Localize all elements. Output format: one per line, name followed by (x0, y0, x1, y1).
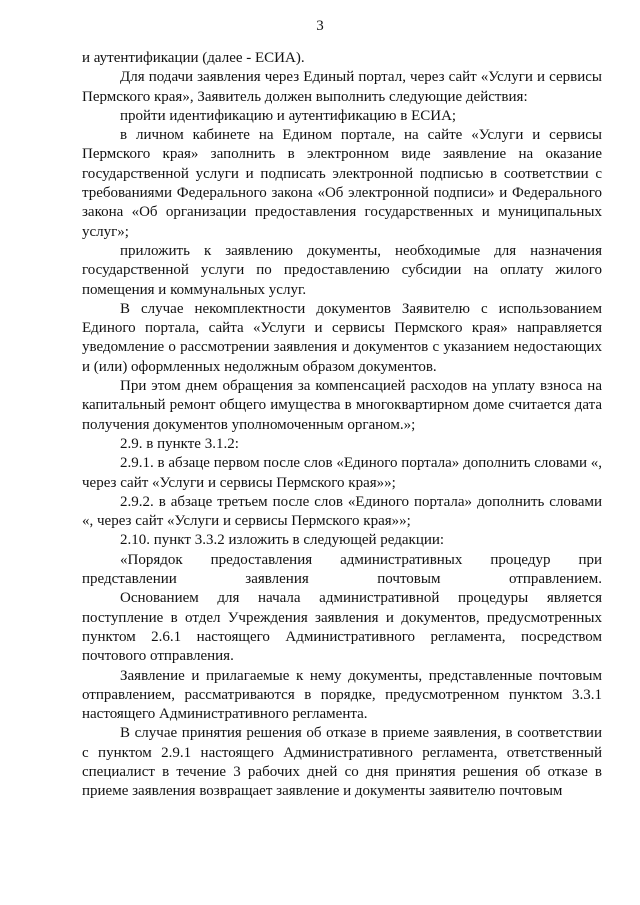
paragraph-application-date: При этом днем обращения за компенсацией расходов на уплату взноса на капитальный ремонт общего имущества в многоквартирном доме считается дата получения документов уполномоченным органом.»; (82, 378, 602, 433)
paragraph-esia-definition: и аутентификации (далее - ЕСИА). (82, 50, 305, 66)
paragraph-identification-step: пройти идентификацию и аутентификацию в ЕСИА; (120, 107, 457, 124)
paragraph-procedure-basis: Основанием для начала административной процедуры является поступление в отдел Учреждения заявления и документов, предусмотренных пунктом 2.6.1 настоящего Административного регламента, посредством почтового отправления. (82, 590, 602, 665)
paragraph-fill-application-step: в личном кабинете на Едином портале, на сайте «Услуги и сервисы Пермского края» заполнить в электронном виде заявление на оказание государственной услуги и подписать электронной подписью в соответствии с требованиями Федерального закона «Об электронной подписи» и Федерального закона «Об организации предоставления государственных и муниципальных услуг»; (82, 127, 602, 240)
paragraph-incomplete-documents: В случае некомплектности документов Заявителю с использованием Единого портала, сайта «Услуги и сервисы Пермского края» направляется уведомление о рассмотрении заявления и документов с указанием недостающих и (или) оформленных недолжным образом документов. (82, 300, 602, 375)
paragraph-item-2-9-1: 2.9.1. в абзаце первом после слов «Единого портала» дополнить словами «, через сайт «Услуги и сервисы Пермского края»»; (82, 455, 602, 491)
paragraph-refusal-return: В случае принятия решения об отказе в приеме заявления, в соответствии с пунктом 2.9.1 настоящего Административного регламента, ответственный специалист в течение 3 рабочих дней со дня принятия решения об отказе в приеме заявления возвращает заявление и документы заявителю почтовым (82, 725, 602, 800)
page-number: 3 (316, 18, 324, 34)
paragraph-item-2-10: 2.10. пункт 3.3.2 изложить в следующей редакции: (120, 532, 445, 549)
paragraph-item-2-9-2: 2.9.2. в абзаце третьем после слов «Единого портала» дополнить словами «, через сайт «Услуги и сервисы Пермского края»»; (82, 493, 602, 530)
paragraph-postal-procedure-title: «Порядок предоставления административных процедур при представлении заявления почтовым отправлением. (82, 551, 602, 588)
paragraph-postal-review: Заявление и прилагаемые к нему документы, представленные почтовым отправлением, рассматриваются в порядке, предусмотренном пунктом 3.3.1 настоящего Административного регламента. (82, 667, 602, 723)
paragraph-attach-documents-step: приложить к заявлению документы, необходимые для назначения государственной услуги по предоставлению субсидии на оплату жилого помещения и коммунальных услуг. (82, 242, 602, 298)
document-body (82, 49, 602, 802)
paragraph-item-2-9: 2.9. в пункте 3.1.2: (120, 435, 239, 452)
paragraph-portal-submission: Для подачи заявления через Единый портал, через сайт «Услуги и сервисы Пермского края», Заявитель должен выполнить следующие действия: (82, 69, 602, 105)
